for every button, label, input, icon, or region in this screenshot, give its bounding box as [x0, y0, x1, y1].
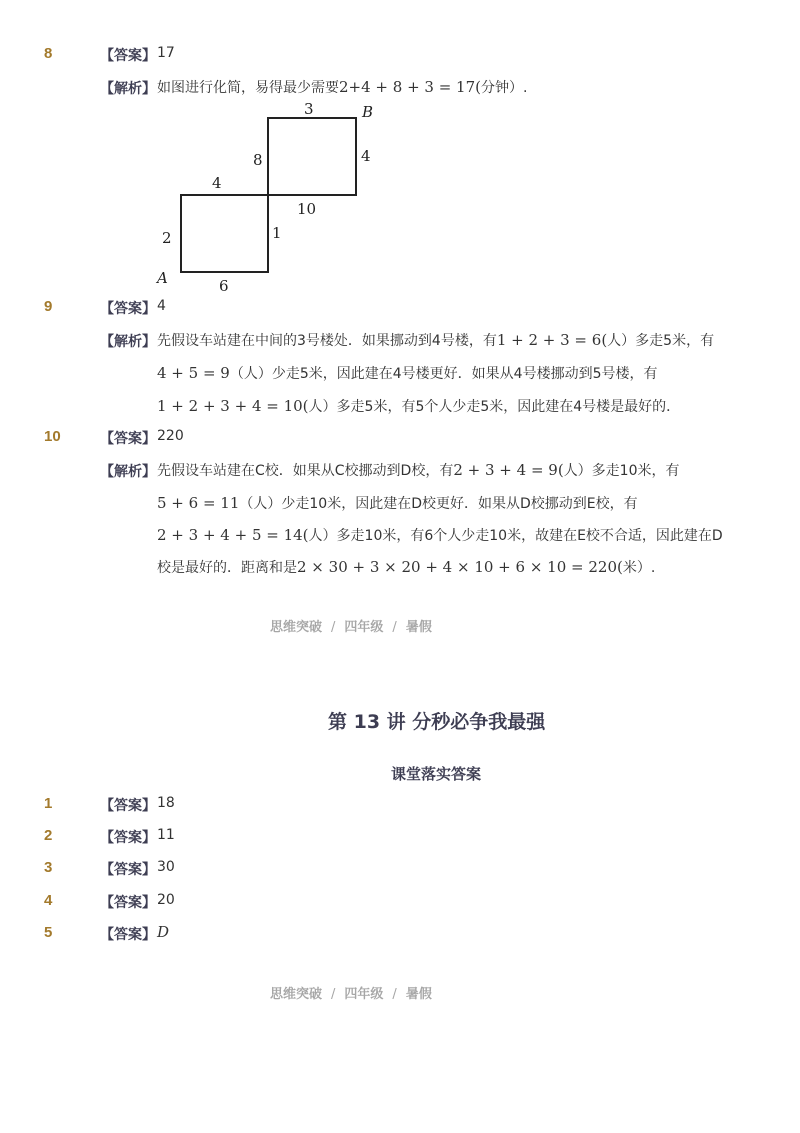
math: 2 × 30 + 3 × 20 + 4 × 10 + 6 × 10 = 220( [297, 558, 623, 576]
text: 人）多走10米，有6个人少走10米，故建在E校不合适，因此建在D [308, 528, 723, 544]
math: 2 + 3 + 4 + 5 = 14( [157, 526, 309, 544]
question-number: 2 [44, 827, 53, 844]
edge-label: 1 [272, 224, 282, 242]
edge-label: 6 [219, 277, 229, 295]
answer-label: 【答案】 [100, 927, 156, 943]
question-number: 1 [44, 795, 53, 812]
question-number: 9 [44, 298, 53, 315]
text: 米）. [622, 560, 656, 576]
text: 人）多走5米，有 [607, 333, 715, 349]
edge-label: 8 [253, 151, 263, 169]
analysis-line [157, 396, 680, 416]
answer-label: 【答案】 [100, 431, 156, 447]
text: 先假设车站建在中间的3号楼处．如果挪动到4号楼，有 [157, 333, 497, 349]
answer-value: 4 [157, 298, 166, 314]
analysis-text-part: 如图进行化简，易得最少需要 [157, 80, 339, 96]
analysis-line [157, 493, 638, 513]
footer-term: 暑假 [405, 987, 432, 1002]
analysis-line [157, 557, 655, 577]
analysis-line [157, 330, 714, 350]
analysis-text-tail: 分钟）. [481, 80, 528, 96]
answer-value: 18 [157, 795, 175, 811]
edge-label: 4 [212, 174, 222, 192]
answer-label: 【答案】 [100, 301, 156, 317]
answer-value: 30 [157, 859, 175, 875]
analysis-math: 2+4 + 8 + 3 = 17( [339, 78, 481, 96]
page-footer [270, 616, 432, 635]
footer-series: 思维突破 [270, 620, 323, 635]
route-diagram [150, 98, 390, 298]
footer-grade: 四年级 [344, 987, 384, 1002]
text: 人）多走5米，有5个人少走5米，因此建在4号楼是最好的． [308, 399, 681, 415]
lecture-title: 第 13 讲 分秒必争我最强 [328, 711, 546, 733]
analysis-text [157, 77, 527, 97]
footer-separator: / [392, 987, 397, 1002]
question-number: 4 [44, 892, 53, 909]
answer-label: 【答案】 [100, 798, 156, 814]
text: 校是最好的．距离和是 [157, 560, 297, 576]
edge-label: 4 [361, 147, 371, 165]
answer-value: 220 [157, 428, 184, 444]
upper-square [268, 118, 356, 195]
answer-value: 17 [157, 45, 175, 61]
math: 1 + 2 + 3 = 6( [496, 331, 608, 349]
footer-separator: / [331, 987, 336, 1002]
answer-label: 【答案】 [100, 48, 156, 64]
edge-label: 3 [304, 100, 314, 118]
text: （人）少走5米，因此建在4号楼更好．如果从4号楼挪动到5号楼，有 [229, 366, 658, 382]
answer-label: 【答案】 [100, 830, 156, 846]
footer-term: 暑假 [405, 620, 432, 635]
edge-label: 10 [297, 200, 317, 218]
math: 5 + 6 = 11 [157, 494, 240, 512]
footer-grade: 四年级 [344, 620, 384, 635]
page-footer [270, 983, 432, 1002]
question-number: 3 [44, 859, 53, 876]
analysis-label: 【解析】 [100, 334, 156, 350]
analysis-line [157, 460, 680, 480]
question-number: 8 [44, 45, 53, 62]
section-title: 课堂落实答案 [391, 765, 482, 783]
footer-series: 思维突破 [270, 987, 323, 1002]
analysis-line [157, 363, 657, 383]
question-number: 10 [44, 428, 61, 445]
answer-value: 20 [157, 892, 175, 908]
math: 4 + 5 = 9 [157, 364, 230, 382]
analysis-label: 【解析】 [100, 464, 156, 480]
math: 1 + 2 + 3 + 4 = 10( [157, 397, 309, 415]
answer-label: 【答案】 [100, 862, 156, 878]
footer-separator: / [392, 620, 397, 635]
math: 2 + 3 + 4 = 9( [453, 461, 564, 479]
answer-label: 【答案】 [100, 895, 156, 911]
analysis-label: 【解析】 [100, 81, 156, 97]
text: （人）少走10米，因此建在D校更好．如果从D校挪动到E校，有 [239, 496, 638, 512]
text: 人）多走10米，有 [563, 463, 680, 479]
answer-value: 11 [157, 827, 175, 843]
footer-separator: / [331, 620, 336, 635]
edge-label: 2 [162, 229, 172, 247]
lower-square [181, 195, 268, 272]
text: 先假设车站建在C校．如果从C校挪动到D校，有 [157, 463, 454, 479]
analysis-line [157, 525, 723, 545]
answer-value: D [157, 923, 170, 941]
point-label-b: B [362, 103, 374, 121]
question-number: 5 [44, 924, 53, 941]
point-label-a: A [157, 269, 168, 287]
